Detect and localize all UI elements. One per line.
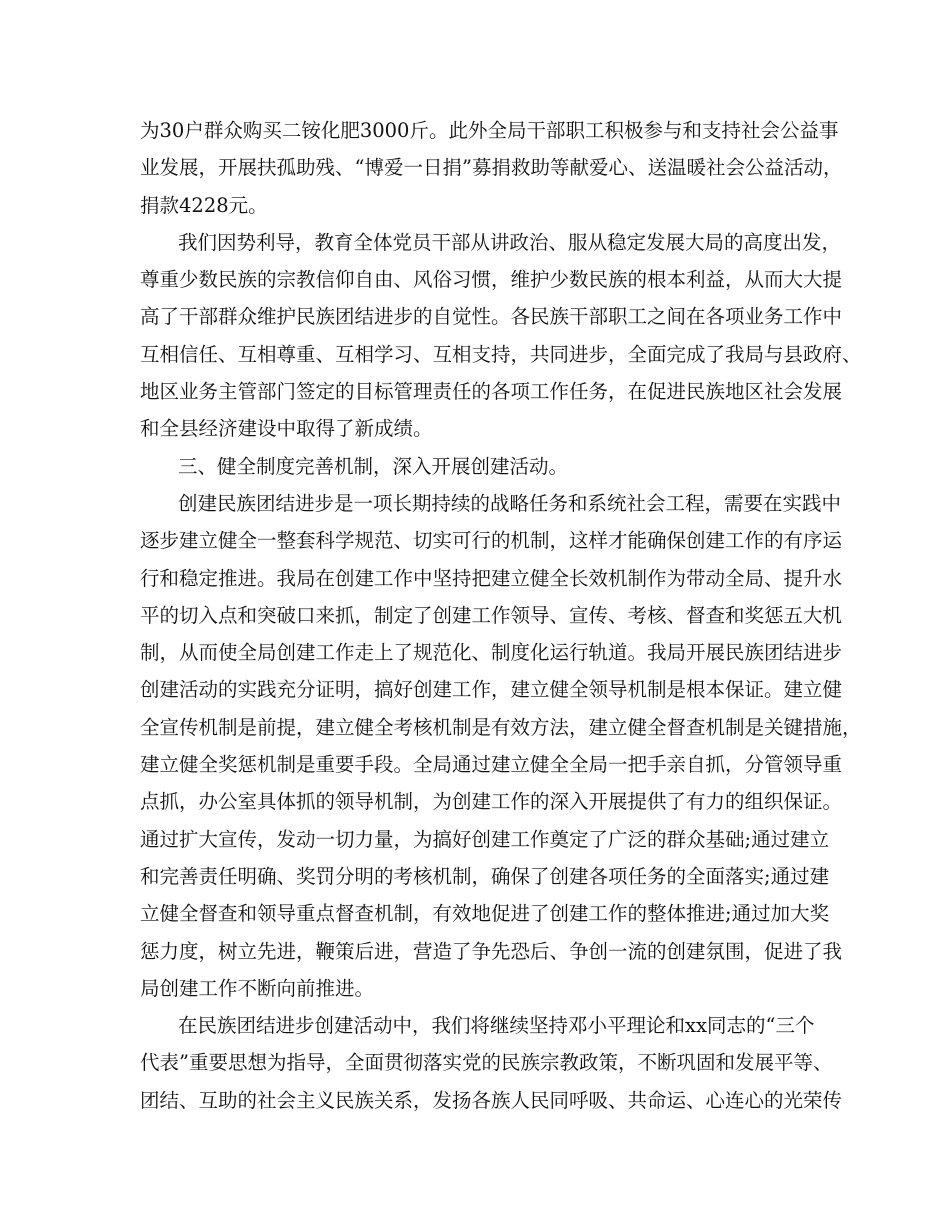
text-line: 惩力度，树立先进，鞭策后进，营造了争先恐后、争创一流的创建氛围，促进了我	[140, 939, 843, 963]
text-line: 行和稳定推进。我局在创建工作中坚持把建立健全长效机制作为带动全局、提升水	[140, 566, 843, 590]
text-line: 全宣传机制是前提，建立健全考核机制是有效方法，建立健全督查机制是关键措施，	[140, 715, 862, 739]
text-line: 平的切入点和突破口来抓，制定了创建工作领导、宣传、考核、督查和奖惩五大机	[140, 603, 843, 627]
text-line: 互相信任、互相尊重、互相学习、互相支持，共同进步，全面完成了我局与县政府、	[140, 342, 862, 366]
text-line: 建立健全奖惩机制是重要手段。全局通过建立健全全局一把手亲自抓，分管领导重	[140, 753, 843, 777]
text-line: 地区业务主管部门签定的目标管理责任的各项工作任务，在促进民族地区社会发展	[140, 380, 843, 404]
section-heading: 三、健全制度完善机制，深入开展创建活动。	[178, 454, 569, 478]
body-text	[140, 112, 862, 1119]
text-line: 和全县经济建设中取得了新成绩。	[140, 417, 433, 441]
text-line: 立健全督查和领导重点督查机制，有效地促进了创建工作的整体推进;通过加大奖	[140, 902, 830, 926]
text-line: 通过扩大宣传，发动一切力量，为搞好创建工作奠定了广泛的群众基础;通过建立	[140, 827, 830, 851]
text-line: 创建活动的实践充分证明，搞好创建工作，建立健全领导机制是根本保证。建立健	[140, 678, 843, 702]
text-line: 高了干部群众维护民族团结进步的自觉性。各民族干部职工之间在各项业务工作中	[140, 305, 843, 329]
text-line: 捐款4228元。	[140, 193, 268, 217]
text-line: 为30户群众购买二铵化肥3000斤。此外全局干部职工积极参与和支持社会公益事	[140, 119, 839, 142]
text-line: 业发展，开展扶孤助残、“博爱一日捐”募捐救助等献爱心、送温暖社会公益活动，	[140, 156, 843, 180]
text-line: 制，从而使全局创建工作走上了规范化、制度化运行轨道。我局开展民族团结进步	[140, 641, 843, 665]
paragraph-first-line: 创建民族团结进步是一项长期持续的战略任务和系统社会工程，需要在实践中	[178, 491, 842, 515]
text-line: 局创建工作不断向前推进。	[140, 976, 375, 1000]
text-line: 代表”重要思想为指导，全面贯彻落实党的民族宗教政策，不断巩固和发展平等、	[140, 1051, 833, 1075]
text-line: 团结、互助的社会主义民族关系，发扬各族人民同呼吸、共命运、心连心的光荣传	[140, 1088, 843, 1112]
paragraph-first-line: 在民族团结进步创建活动中，我们将继续坚持邓小平理论和xx同志的“三个	[178, 1014, 815, 1038]
text-line: 尊重少数民族的宗教信仰自由、风俗习惯，维护少数民族的根本利益，从而大大提	[140, 268, 843, 292]
text-line: 点抓，办公室具体抓的领导机制，为创建工作的深入开展提供了有力的组织保证。	[140, 790, 843, 814]
text-line: 和完善责任明确、奖罚分明的考核机制，确保了创建各项任务的全面落实;通过建	[140, 864, 830, 888]
paragraph-first-line: 我们因势利导，教育全体党员干部从讲政治、服从稳定发展大局的高度出发，	[178, 230, 842, 254]
text-line: 逐步建立健全一整套科学规范、切实可行的机制，这样才能确保创建工作的有序运	[140, 529, 843, 553]
